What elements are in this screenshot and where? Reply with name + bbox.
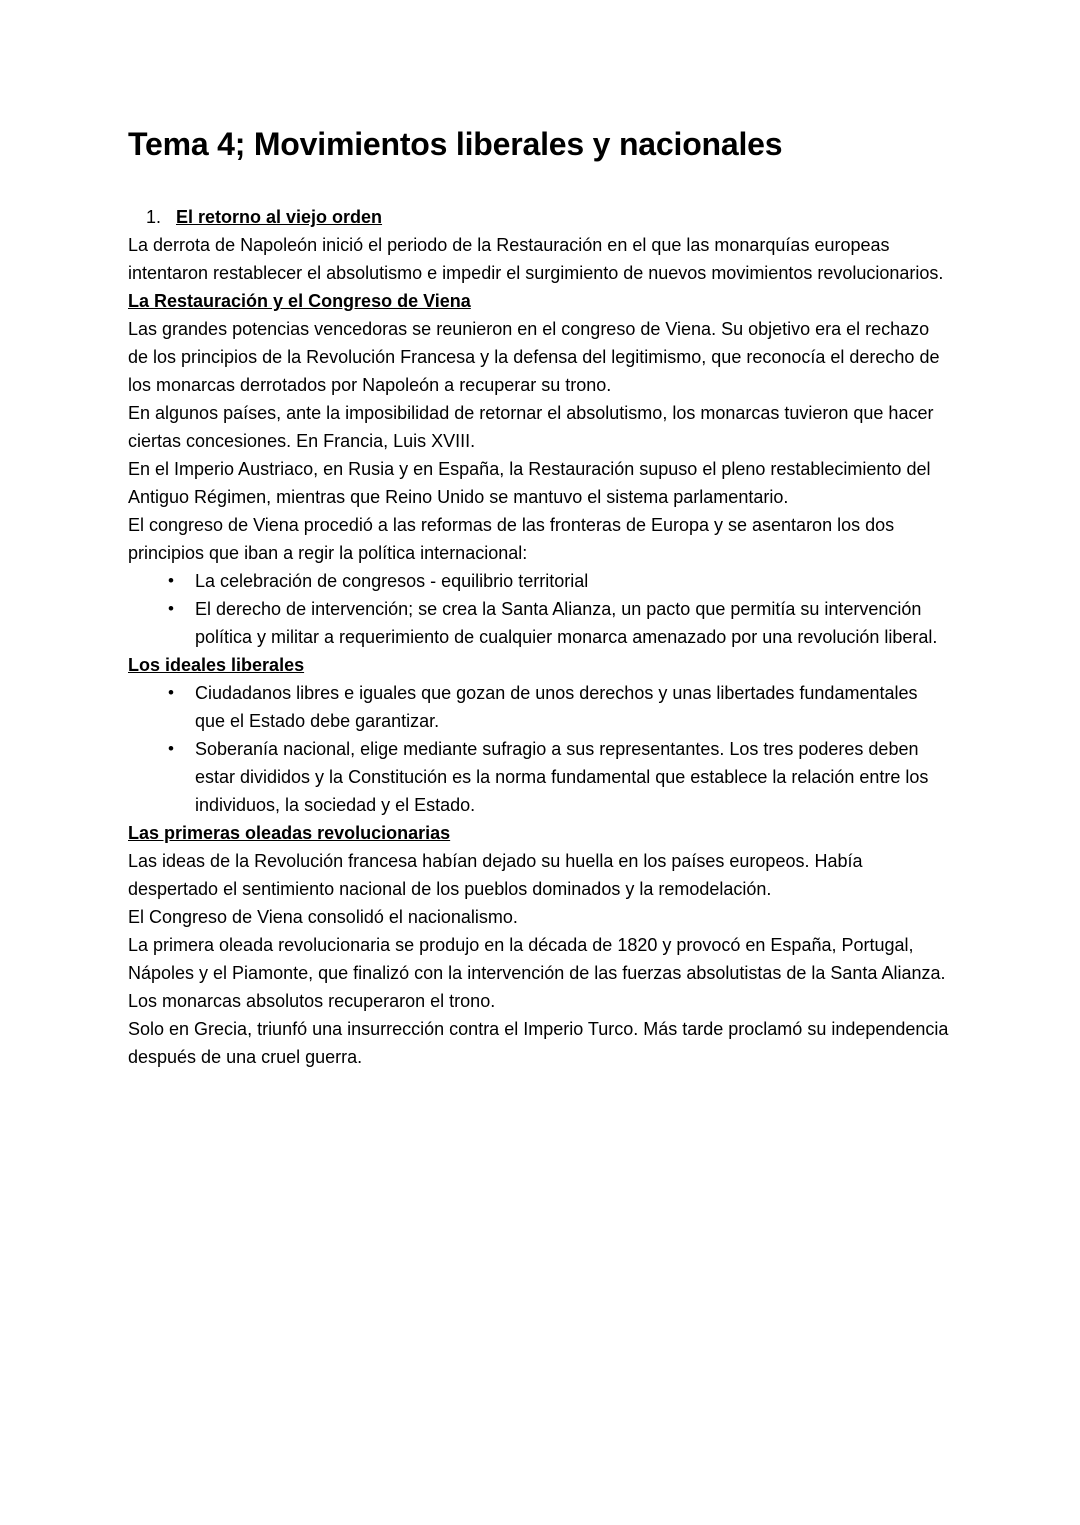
list-item: • Ciudadanos libres e iguales que gozan de unos derechos y unas libertades fundamentales que el Estado debe garantizar. — [168, 679, 952, 735]
document-body — [128, 0, 952, 1071]
section-1-heading: El retorno al viejo orden — [176, 207, 383, 227]
section-1-intro-paragraph: La derrota de Napoleón inició el periodo de la Restauración en el que las monarquías europeas intentaron restablecer el absolutismo e impedir el surgimiento de nuevos movimientos revolucionarios. — [128, 235, 944, 283]
heading-restauracion-congreso-viena: La Restauración y el Congreso de Viena — [128, 291, 471, 311]
list-item: • El derecho de intervención; se crea la Santa Alianza, un pacto que permitía su intervención política y militar a requerimiento de cualquier monarca amenazado por una revolución liberal. — [168, 595, 952, 651]
restauracion-paragraph-3: En el Imperio Austriaco, en Rusia y en España, la Restauración supuso el pleno restablecimiento del Antiguo Régimen, mientras que Reino Unido se mantuvo el sistema parlamentario. — [128, 459, 931, 507]
list-item: • Soberanía nacional, elige mediante sufragio a sus representantes. Los tres poderes deben estar divididos y la Constitución es la norma fundamental que establece la relación entre los individuos, la sociedad y el Estado. — [168, 735, 952, 819]
page-title: Tema 4; Movimientos liberales y nacionales — [128, 126, 783, 162]
heading-ideales-liberales: Los ideales liberales — [128, 655, 305, 675]
oleadas-paragraph-1: Las ideas de la Revolución francesa habían dejado su huella en los países europeos. Había despertado el sentimiento nacional de los pueblos dominados y la remodelación. — [128, 851, 863, 899]
numbered-list — [128, 203, 952, 231]
restauracion-paragraph-4: El congreso de Viena procedió a las reformas de las fronteras de Europa y se asentaron los dos principios que iban a regir la política internacional: — [128, 515, 895, 563]
restauracion-paragraph-2: En algunos países, ante la imposibilidad de retornar el absolutismo, los monarcas tuvieron que hacer ciertas concesiones. En Francia, Luis XVIII. — [128, 403, 934, 451]
oleadas-paragraph-2: El Congreso de Viena consolidó el nacionalismo. — [128, 907, 518, 927]
oleadas-paragraph-3: La primera oleada revolucionaria se produjo en la década de 1820 y provocó en España, Portugal, Nápoles y el Piamonte, que finalizó con la intervención de las fuerzas absolutistas de la Santa Alianza. Los monarcas absolutos recuperaron el trono. — [128, 935, 946, 1011]
heading-primeras-oleadas-revolucionarias: Las primeras oleadas revolucionarias — [128, 823, 451, 843]
principles-list — [128, 567, 952, 651]
numbered-section-wrapper — [128, 203, 952, 231]
oleadas-paragraph-4: Solo en Grecia, triunfó una insurrección contra el Imperio Turco. Más tarde proclamó su independencia después de una cruel guerra. — [128, 1019, 949, 1067]
restauracion-paragraph-1: Las grandes potencias vencedoras se reunieron en el congreso de Viena. Su objetivo era el rechazo de los principios de la Revolución Francesa y la defensa del legitimismo, que reconocía el derecho de los monarcas derrotados por Napoleón a recuperar su trono. — [128, 319, 940, 395]
list-item — [166, 203, 952, 231]
ideales-liberales-list — [128, 679, 952, 819]
list-item: • La celebración de congresos - equilibrio territorial — [168, 567, 952, 595]
